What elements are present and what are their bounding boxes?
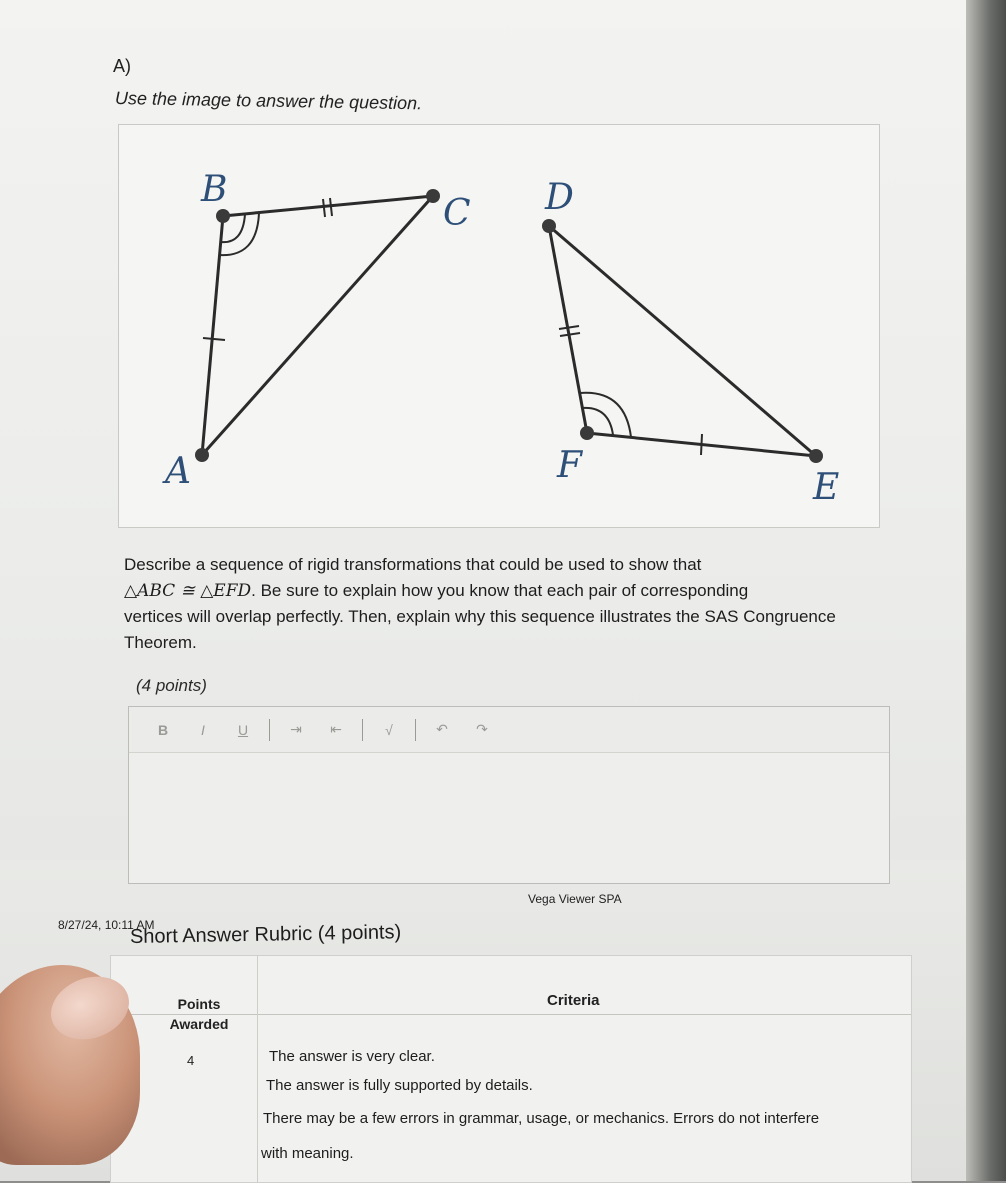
rubric-header-points-line-2: Awarded xyxy=(169,1016,229,1032)
prompt-line-2 xyxy=(124,578,894,604)
indent-icon[interactable]: ⇥ xyxy=(290,721,302,737)
vertex-b-point xyxy=(216,209,230,223)
print-timestamp: 8/27/24, 10:11 AM xyxy=(58,918,155,932)
triangle-dfe xyxy=(549,226,816,456)
app-name: Vega Viewer SPA xyxy=(528,892,622,906)
rubric-column-divider xyxy=(257,956,258,1182)
answer-editor xyxy=(128,706,890,884)
vertex-d-point xyxy=(542,219,556,233)
question-label: A) xyxy=(113,56,131,76)
rubric-criterion-3-line-1: There may be a few errors in grammar, usage, or mechanics. Errors do not interfere xyxy=(263,1110,820,1127)
toolbar-divider xyxy=(269,719,270,741)
vertex-label-e: E xyxy=(813,467,840,508)
prompt-line-4: Theorem. xyxy=(124,633,197,652)
prompt-line-3: vertices will overlap perfectly. Then, explain why this sequence illustrates the SAS Congruence xyxy=(124,607,836,626)
editor-toolbar xyxy=(129,707,889,753)
rubric-criterion-3-line-2: with meaning. xyxy=(261,1145,354,1162)
vertex-a-point xyxy=(195,448,209,462)
italic-button[interactable]: I xyxy=(201,721,205,738)
rubric-row-points: 4 xyxy=(187,1053,195,1068)
rubric-criterion-1: The answer is very clear. xyxy=(269,1048,435,1065)
bold-button[interactable]: B xyxy=(157,721,169,738)
rubric-header-points-line-1: Points xyxy=(177,996,221,1012)
answer-text-area[interactable] xyxy=(129,754,889,883)
rubric-header-criteria: Criteria xyxy=(547,992,600,1009)
figure-image xyxy=(118,124,880,528)
outdent-icon[interactable]: ⇤ xyxy=(330,721,342,737)
question-prompt xyxy=(124,552,894,656)
undo-icon[interactable]: ↶ xyxy=(436,721,448,737)
toolbar-divider xyxy=(415,719,416,741)
rubric-criterion-2: The answer is fully supported by details. xyxy=(266,1077,533,1094)
redo-icon[interactable]: ↷ xyxy=(476,721,488,737)
vertex-f-point xyxy=(580,426,594,440)
toolbar-divider xyxy=(362,719,363,741)
question-instruction: Use the image to answer the question. xyxy=(114,88,423,114)
vertex-label-c: C xyxy=(443,193,471,234)
math-icon[interactable]: √ xyxy=(385,721,393,738)
vertex-label-b: B xyxy=(201,169,228,210)
question-points: (4 points) xyxy=(136,676,207,695)
rubric-header-points xyxy=(167,994,231,1034)
rubric-header-row xyxy=(111,956,911,1015)
vertex-c-point xyxy=(426,189,440,203)
vertex-label-a: A xyxy=(165,451,191,492)
prompt-line-2-rest: . Be sure to explain how you know that each pair of corresponding xyxy=(251,581,749,600)
vertex-label-d: D xyxy=(545,177,574,218)
vertex-label-f: F xyxy=(557,445,582,486)
prompt-line-1: Describe a sequence of rigid transformations that could be used to show that xyxy=(124,555,702,574)
background-desk xyxy=(966,0,1006,1181)
triangles-diagram xyxy=(119,125,879,527)
rubric-title: Short Answer Rubric (4 points) xyxy=(129,921,402,948)
prompt-congruence-statement: △ABC ≅ △EFD xyxy=(124,581,252,601)
vertex-e-point xyxy=(809,449,823,463)
rubric-table xyxy=(110,955,912,1183)
triangle-abc xyxy=(202,196,433,455)
underline-button[interactable]: U xyxy=(237,721,249,738)
